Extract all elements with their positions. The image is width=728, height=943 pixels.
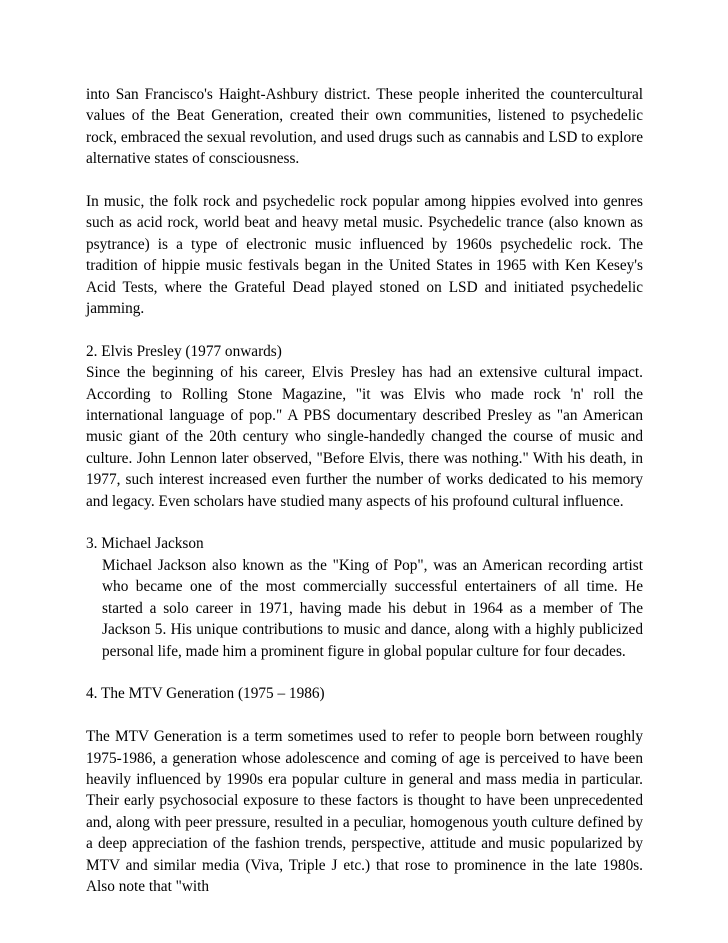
paragraph-hippie-music: In music, the folk rock and psychedelic rock popular among hippies evolved into genres such as acid rock, world beat and heavy metal music. Psychedelic trance (also known as psytrance) is a type of electronic music influenced by 1960s psychedelic rock. The tradition of hippie music festivals began in the United States in 1965 with Ken Kesey's Acid Tests, where the Grateful Dead played stoned on LSD and initiated psychedelic jamming. (86, 193, 643, 318)
section-michael-jackson (86, 533, 643, 661)
paragraph-mtv-generation: The MTV Generation is a term sometimes used to refer to people born between roughly 1975-1986, a generation whose adolescence and coming of age is perceived to have been heavily influenced by 1990s era popular culture in general and mass media in particular. Their early psychosocial exposure to these factors is thought to have been unprecedented and, along with peer pressure, resulted in a peculiar, homogenous youth culture defined by a deep appreciation of the fashion trends, perspective, attitude and music popularized by MTV and similar media (Viva, Triple J etc.) that rose to prominence in the late 1980s. Also note that "with (86, 728, 643, 895)
document-page (86, 84, 643, 897)
paragraph-hippie-counterculture: into San Francisco's Haight-Ashbury district. These people inherited the countercultural values of the Beat Generation, created their own communities, listened to psychedelic rock, embraced the sexual revolution, and used drugs such as cannabis and LSD to explore alternative states of consciousness. (86, 86, 643, 168)
heading-elvis-presley: 2. Elvis Presley (1977 onwards) (86, 342, 282, 360)
paragraph-michael-jackson: Michael Jackson also known as the "King of Pop", was an American recording artist who became one of the most commercially successful entertainers of all time. He started a solo career in 1971, having made his debut in 1964 as a member of The Jackson 5. His unique contributions to music and dance, along with a highly publicized personal life, made him a prominent figure in global popular culture for four decades. (102, 556, 643, 660)
paragraph-elvis-presley: Since the beginning of his career, Elvis Presley has had an extensive cultural impact. According to Rolling Stone Magazine, "it was Elvis who made rock 'n' roll the international language of pop." A PBS documentary described Presley as "an American music giant of the 20th century who single-handedly changed the course of music and culture. John Lennon later observed, "Before Elvis, there was nothing." With his death, in 1977, such interest increased even further the number of works dedicated to his memory and legacy. Even scholars have studied many aspects of his profound cultural influence. (86, 364, 643, 510)
heading-michael-jackson: 3. Michael Jackson (86, 535, 204, 553)
heading-mtv-generation: 4. The MTV Generation (1975 – 1986) (86, 685, 325, 703)
